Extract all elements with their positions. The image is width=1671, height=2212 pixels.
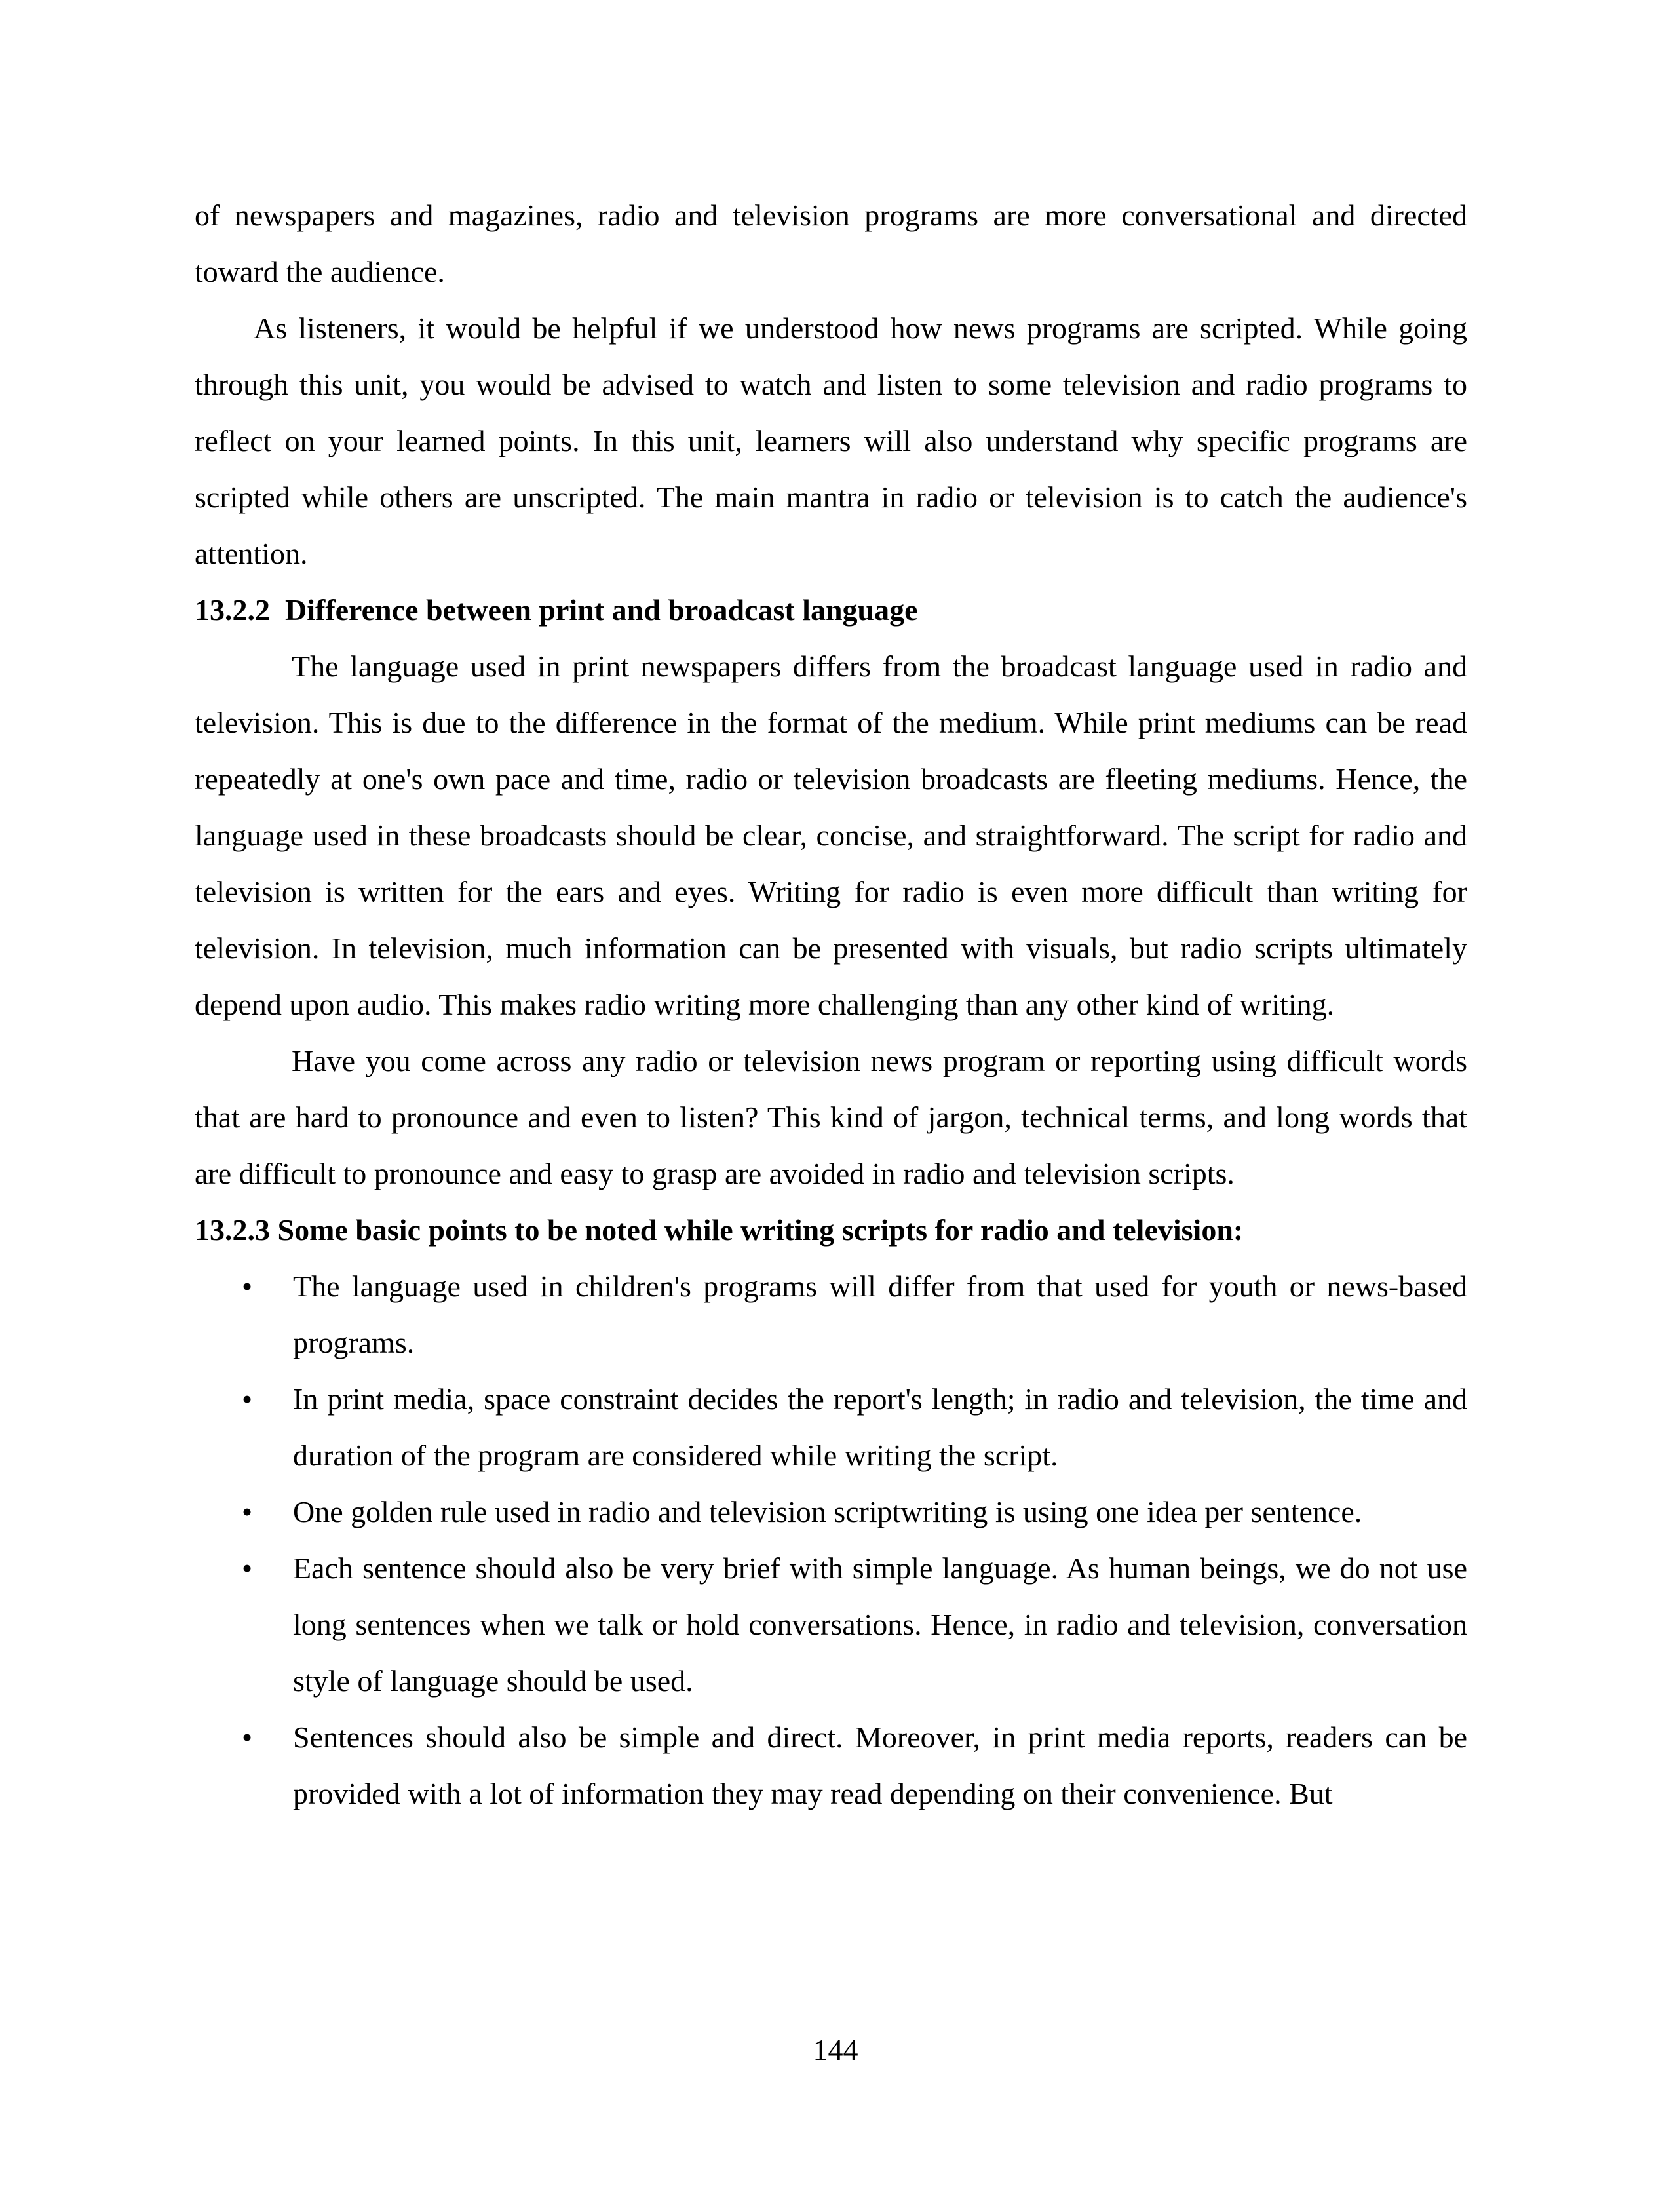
page-body: [195, 187, 1467, 1822]
bullet-text: The language used in children's programs will differ from that used for youth or news-based programs.: [293, 1270, 1467, 1359]
bullet-text: In print media, space constraint decides the report's length; in radio and television, the time and duration of the program are considered while writing the script.: [293, 1382, 1467, 1472]
paragraph-continuation: of newspapers and magazines, radio and television programs are more conversational and directed toward the audience.: [195, 199, 1467, 288]
bullet-item: [195, 1258, 1467, 1371]
bullet-icon: •: [242, 1495, 253, 1528]
bullet-text: One golden rule used in radio and television scriptwriting is using one idea per sentence.: [293, 1495, 1362, 1528]
section-number: 13.2.2: [195, 593, 270, 627]
bullet-item: [195, 1709, 1467, 1822]
bullet-list: [195, 1258, 1467, 1822]
page-number: 144: [813, 2033, 858, 2066]
bullet-text: Each sentence should also be very brief with simple language. As human beings, we do not use long sentences when we talk or hold conversations. Hence, in radio and television, conversation style of language should be used.: [293, 1551, 1467, 1698]
bullet-icon: •: [242, 1720, 253, 1754]
paragraph-listeners: As listeners, it would be helpful if we understood how news programs are scripted. While going through this unit, you would be advised to watch and listen to some television and radio programs to reflect on your learned points. In this unit, learners will also understand why specific programs are scripted while others are unscripted. The main mantra in radio or television is to catch the audience's attention.: [195, 311, 1467, 570]
bullet-item: [195, 1540, 1467, 1709]
bullet-text: Sentences should also be simple and direct. Moreover, in print media reports, readers can be provided with a lot of information they may read depending on their convenience. But: [293, 1720, 1467, 1810]
paragraph-print-vs-broadcast: The language used in print newspapers differs from the broadcast language used in radio and television. This is due to the difference in the format of the medium. While print mediums can be read repeatedly at one's own pace and time, radio or television broadcasts are fleeting mediums. Hence, the language used in these broadcasts should be clear, concise, and straightforward. The script for radio and television is written for the ears and eyes. Writing for radio is even more difficult than writing for television. In television, much information can be presented with visuals, but radio scripts ultimately depend upon audio. This makes radio writing more challenging than any other kind of writing.: [195, 650, 1467, 1021]
section-heading-13-2-3: 13.2.3 Some basic points to be noted while writing scripts for radio and television:: [195, 1213, 1244, 1247]
bullet-icon: •: [242, 1270, 253, 1303]
bullet-icon: •: [242, 1551, 253, 1585]
bullet-icon: •: [242, 1382, 253, 1416]
section-heading-13-2-2: [195, 582, 1467, 638]
paragraph-difficult-words: Have you come across any radio or television news program or reporting using difficult words that are hard to pronounce and even to listen? This kind of jargon, technical terms, and long words that are difficult to pronounce and easy to grasp are avoided in radio and television scripts.: [195, 1044, 1467, 1190]
bullet-item: [195, 1371, 1467, 1484]
section-title: Difference between print and broadcast language: [285, 593, 918, 627]
bullet-item: [195, 1484, 1467, 1540]
